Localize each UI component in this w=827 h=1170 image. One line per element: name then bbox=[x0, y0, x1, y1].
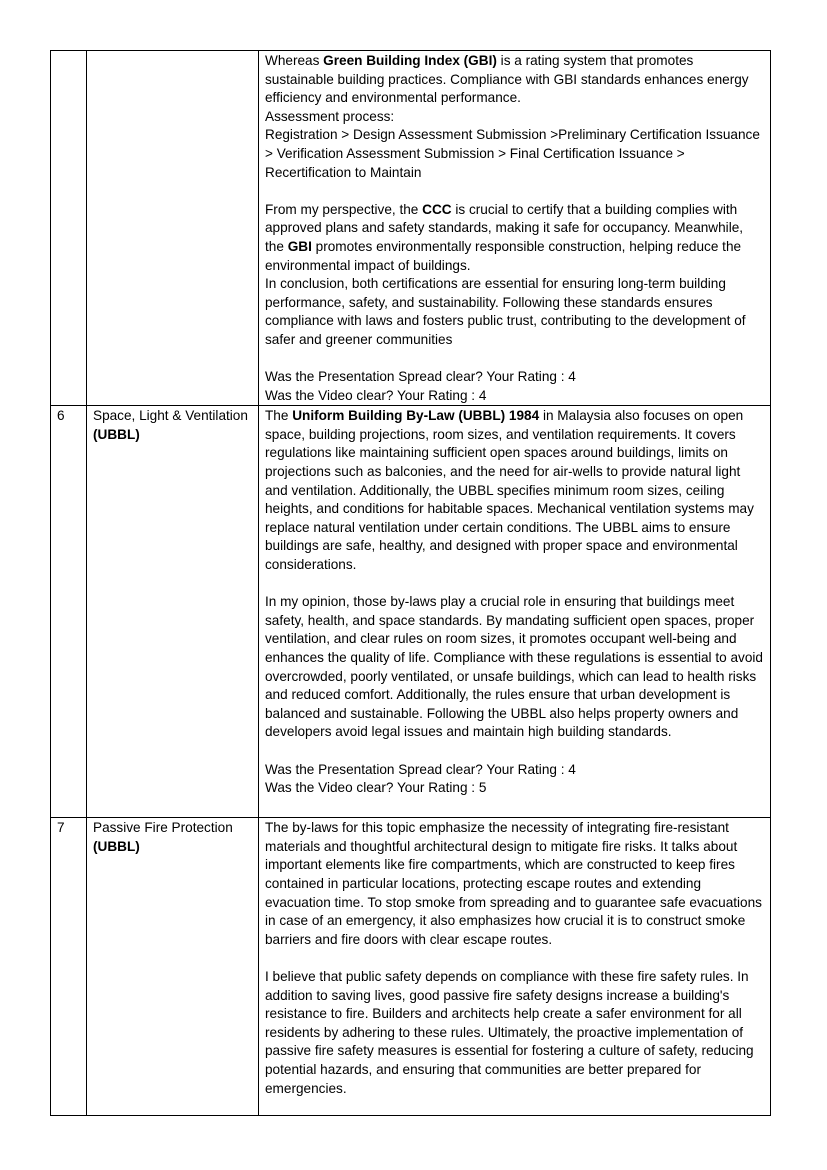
conclusion-paragraph: In conclusion, both certifications are essential for ensuring long-term building performance, safety, and sustainability. Following these standards ensures compliance with laws and fosters public trust, contributing to the development of safer and greener communities bbox=[265, 276, 746, 347]
topic-cell bbox=[87, 51, 259, 406]
content-cell bbox=[259, 51, 771, 406]
content-cell bbox=[259, 818, 771, 1116]
opinion-paragraph: From my perspective, the CCC is crucial to certify that a building complies with approved plans and safety standards, making it safe for occupancy. Meanwhile, the GBI promotes environmentally responsible construction, helping reduce the environmental impact of buildings. bbox=[265, 201, 744, 273]
fire-protection-paragraph: The by-laws for this topic emphasize the necessity of integrating fire-resistant materials and thoughtful architectural design to mitigate fire risks. It talks about important elements like fire compartments, which are constructed to keep fires contained in particular locations, protecting escape routes and extending evacuation time. To stop smoke from spreading and to guarantee safe evacuations in case of an emergency, it also emphasizes how crucial it is to construct smoke barriers and fire doors with clear escape routes. bbox=[265, 820, 762, 947]
table-row-continuation bbox=[51, 51, 771, 406]
table-row-6 bbox=[51, 406, 771, 818]
topic-cell: Passive Fire Protection (UBBL) bbox=[87, 818, 259, 1116]
presentation-rating: Was the Presentation Spread clear? Your Rating : 4 bbox=[265, 369, 576, 385]
topic-cell: Space, Light & Ventilation (UBBL) bbox=[87, 406, 259, 818]
content-cell bbox=[259, 406, 771, 818]
table-row-7 bbox=[51, 818, 771, 1116]
video-rating: Was the Video clear? Your Rating : 5 bbox=[265, 780, 487, 796]
video-rating: Was the Video clear? Your Rating : 4 bbox=[265, 387, 487, 403]
assessment-steps: Registration > Design Assessment Submission >Preliminary Certification Issuance > Verification Assessment Submission > Final Certification Issuance > Recertification to Maintain bbox=[265, 127, 760, 180]
row-number-cell: 6 bbox=[51, 406, 87, 818]
row-number-cell: 7 bbox=[51, 818, 87, 1116]
row-number-cell bbox=[51, 51, 87, 406]
ubbl-summary-paragraph: The Uniform Building By-Law (UBBL) 1984 in Malaysia also focuses on open space, building projections, room sizes, and ventilation requirements. It covers regulations like maintaining sufficient open spaces around buildings, limits on projections such as balconies, and the need for air-wells to provide natural light and ventilation. Additionally, the UBBL specifies minimum room sizes, ceiling heights, and conditions for habitable spaces. Mechanical ventilation systems may replace natural ventilation under certain conditions. The UBBL aims to ensure buildings are safe, healthy, and designed with proper space and environmental considerations. bbox=[265, 408, 754, 573]
opinion-paragraph: In my opinion, those by-laws play a crucial role in ensuring that buildings meet safety, health, and space standards. By mandating sufficient open spaces, proper ventilation, and clear rules on room sizes, it promotes occupant well-being and enhances the quality of life. Compliance with these regulations is essential to avoid overcrowded, poorly ventilated, or unsafe buildings, which can lead to health risks and reduced comfort. Additionally, the rules ensure that urban development is balanced and sustainable. Following the UBBL also helps property owners and developers avoid legal issues and maintain high building standards. bbox=[265, 594, 763, 740]
gbi-paragraph: Whereas Green Building Index (GBI) is a rating system that promotes sustainable building practices. Compliance with GBI standards enhances energy efficiency and environmental performance. bbox=[265, 53, 749, 106]
by-law-review-table bbox=[50, 50, 771, 1116]
presentation-rating: Was the Presentation Spread clear? Your Rating : 4 bbox=[265, 761, 576, 777]
opinion-paragraph: I believe that public safety depends on compliance with these fire safety rules. In addition to saving lives, good passive fire safety designs increase a building's resistance to fire. Builders and architects help create a safer environment for all residents by adhering to these rules. Ultimately, the proactive implementation of passive fire safety measures is essential for fostering a culture of safety, reducing potential hazards, and ensuring that communities are better prepared for emergencies. bbox=[265, 969, 754, 1096]
assessment-label: Assessment process: bbox=[265, 108, 395, 124]
